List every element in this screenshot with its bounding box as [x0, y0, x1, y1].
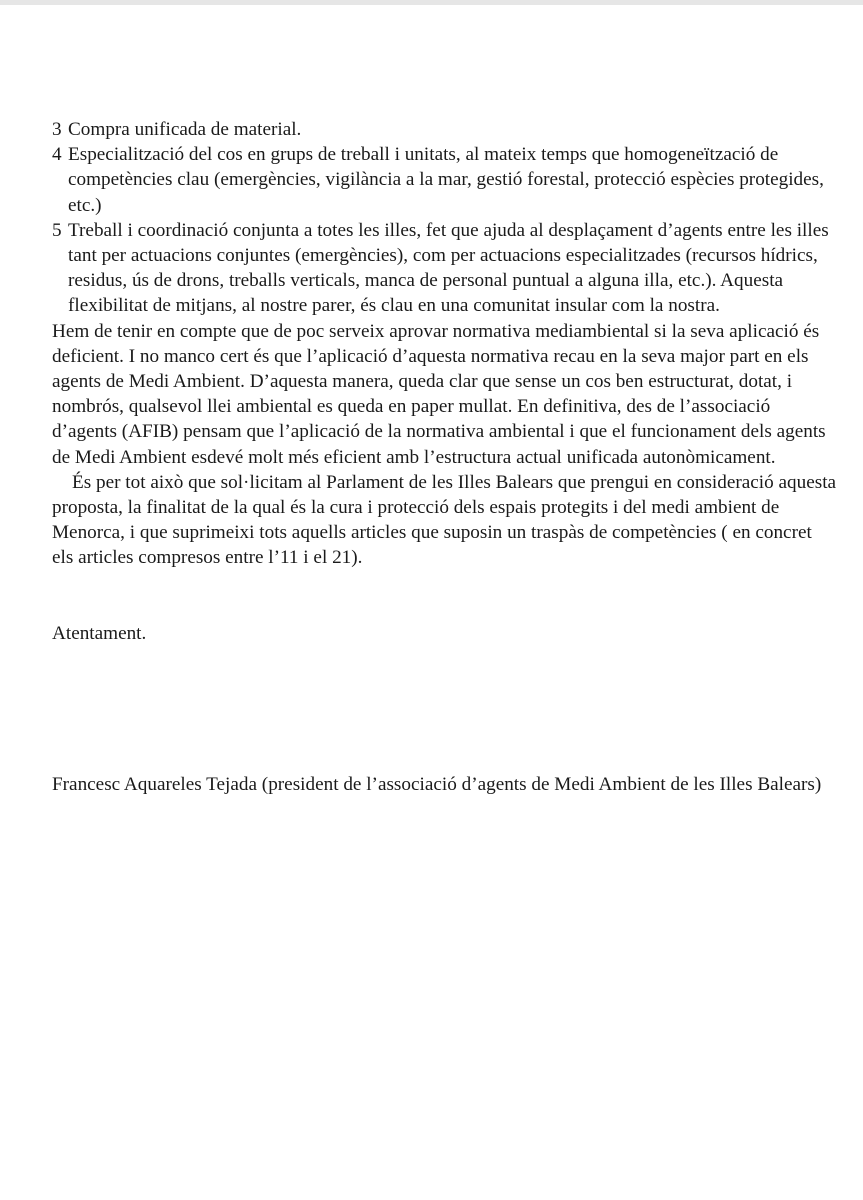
- body-paragraph-2: És per tot això que sol·licitam al Parlament de les Illes Balears que prengui en consideració aquesta proposta, la finalitat de la qual és la cura i protecció dels espais protegits i del medi ambient de Menorca, i que suprimeixi tots aquells articles que suposin un traspàs de competències ( en concret els articles compresos entre l’11 i el 21).: [52, 471, 837, 569]
- closing-salutation: Atentament.: [52, 622, 147, 644]
- list-item-5: [52, 218, 837, 319]
- list-item-3: [52, 117, 837, 142]
- document-page: [52, 117, 837, 797]
- signature-line: Francesc Aquareles Tejada (president de l’associació d’agents de Medi Ambient de les Illes Balears): [52, 773, 822, 795]
- list-number: 4: [52, 144, 62, 166]
- top-border: [0, 0, 863, 26]
- list-item-4: [52, 142, 837, 218]
- list-text: Treball i coordinació conjunta a totes les illes, fet que ajuda al desplaçament d’agents entre les illes tant per actuacions conjuntes (emergències), com per actuacions especialitzades (recursos hídrics, residus, ús de drons, treballs verticals, manca de personal puntual a alguna illa, etc.). Aquesta flexibilitat de mitjans, al nostre parer, és clau en una comunitat insular com la nostra.: [68, 219, 829, 317]
- list-text: Compra unificada de material.: [68, 119, 302, 140]
- list-number: 5: [52, 219, 62, 241]
- list-text: Especialització del cos en grups de treball i unitats, al mateix temps que homogeneïtzació de competències clau (emergències, vigilància a la mar, gestió forestal, protecció espècies protegides, etc.): [68, 144, 824, 216]
- body-paragraph-1: Hem de tenir en compte que de poc serveix aprovar normativa mediambiental si la seva aplicació és deficient. I no manco cert és que l’aplicació d’aquesta normativa recau en la seva major part en els agents de Medi Ambient. D’aquesta manera, queda clar que sense un cos ben estructurat, dotat, i nombrós, qualsevol llei ambiental es queda en paper mullat. En definitiva, des de l’associació d’agents (AFIB) pensam que l’aplicació de la normativa ambiental i que el funcionament dels agents de Medi Ambient esdevé molt més eficient amb l’estructura actual unificada autonòmicament.: [52, 320, 826, 468]
- list-number: 3: [52, 119, 62, 140]
- numbered-list: [52, 117, 837, 319]
